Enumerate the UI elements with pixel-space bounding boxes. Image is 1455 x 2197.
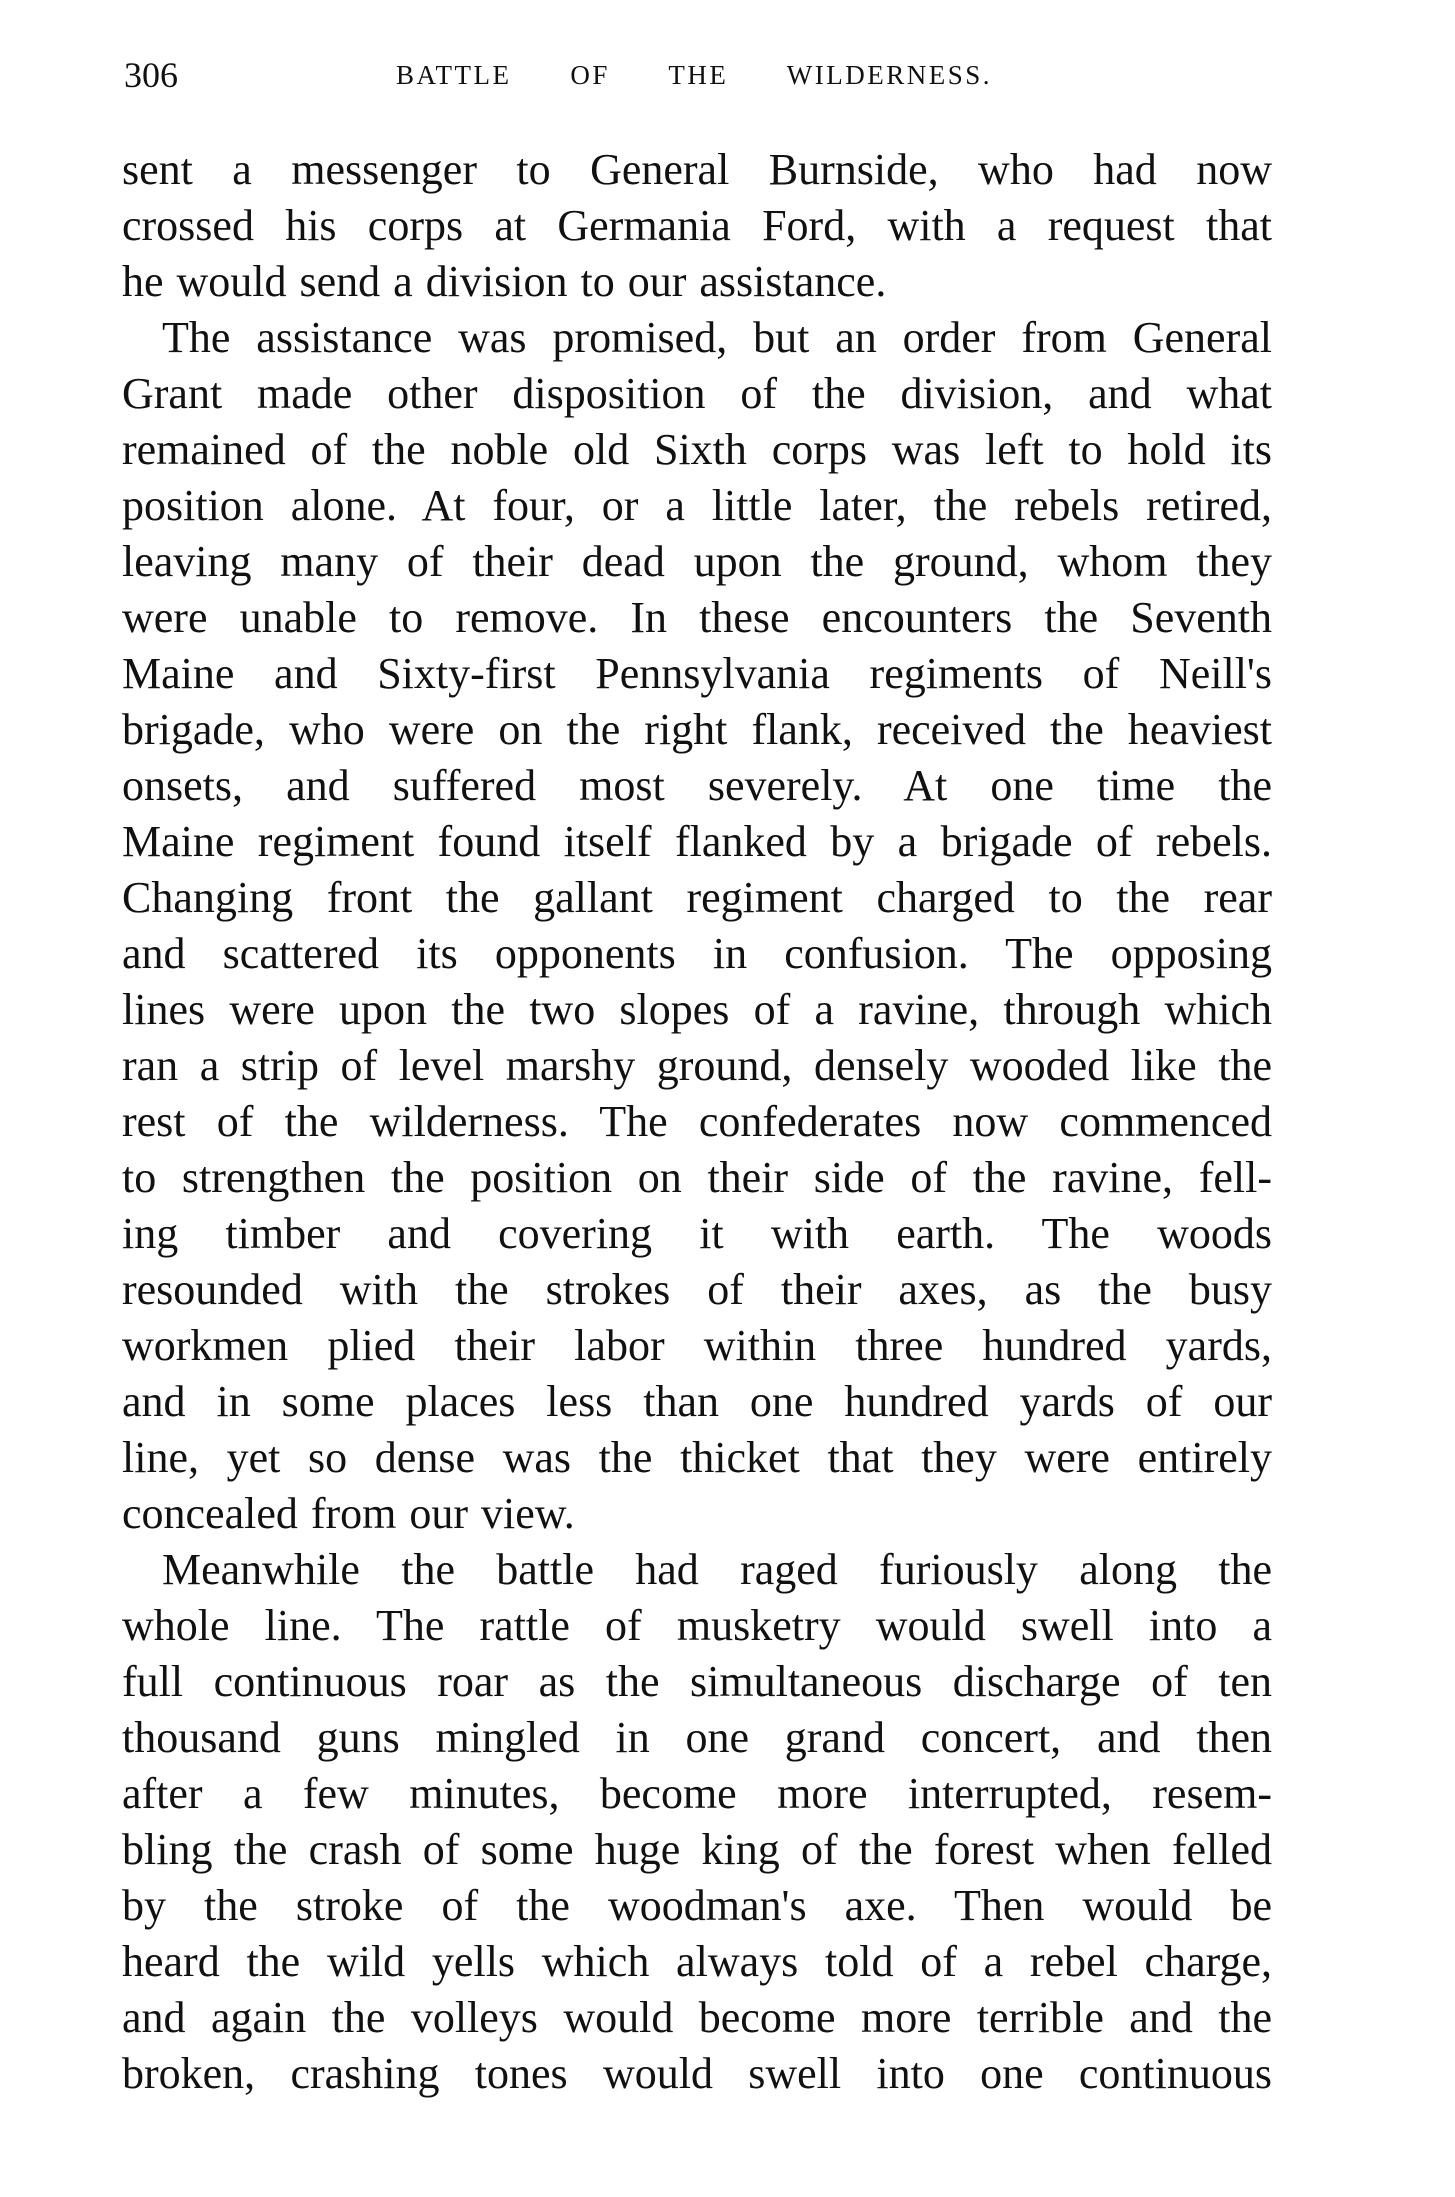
text-line: lines were upon the two slopes of a ravine, through which	[122, 985, 1272, 1034]
text-line: resounded with the strokes of their axes, as the busy	[122, 1265, 1272, 1314]
text-line: heard the wild yells which always told of a rebel charge,	[122, 1937, 1272, 1986]
text-line: crossed his corps at Germania Ford, with a request that	[122, 201, 1272, 250]
text-line: Maine and Sixty-first Pennsylvania regiments of Neill's	[122, 649, 1272, 698]
text-line: ing timber and covering it with earth. The woods	[122, 1209, 1272, 1258]
text-line: position alone. At four, or a little later, the rebels retired,	[122, 481, 1272, 530]
text-line: bling the crash of some huge king of the forest when felled	[122, 1825, 1272, 1874]
text-line: Maine regiment found itself flanked by a brigade of rebels.	[122, 817, 1272, 866]
text-line: Changing front the gallant regiment charged to the rear	[122, 873, 1272, 922]
text-line: were unable to remove. In these encounters the Seventh	[122, 593, 1272, 642]
text-line: rest of the wilderness. The confederates now commenced	[122, 1097, 1272, 1146]
text-line: workmen plied their labor within three hundred yards,	[122, 1321, 1272, 1370]
running-title: BATTLE OF THE WILDERNESS.	[396, 60, 992, 90]
text-line: after a few minutes, become more interrupted, resem-	[122, 1769, 1272, 1818]
text-line: he would send a division to our assistance.	[122, 257, 887, 306]
text-line: The assistance was promised, but an order from General	[162, 313, 1272, 362]
text-line: full continuous roar as the simultaneous discharge of ten	[122, 1657, 1272, 1706]
text-line: Grant made other disposition of the division, and what	[122, 369, 1272, 418]
text-line: broken, crashing tones would swell into one continuous	[122, 2049, 1272, 2098]
text-line: and scattered its opponents in confusion. The opposing	[122, 929, 1272, 978]
text-line: sent a messenger to General Burnside, who had now	[122, 145, 1272, 194]
text-line: by the stroke of the woodman's axe. Then would be	[122, 1881, 1272, 1930]
text-line: brigade, who were on the right flank, received the heaviest	[122, 705, 1272, 754]
text-line: remained of the noble old Sixth corps was left to hold its	[122, 425, 1272, 474]
text-line: thousand guns mingled in one grand concert, and then	[122, 1713, 1272, 1762]
text-line: and in some places less than one hundred yards of our	[122, 1377, 1272, 1426]
text-line: onsets, and suffered most severely. At one time the	[122, 761, 1272, 810]
page-number: 306	[124, 55, 178, 95]
text-line: whole line. The rattle of musketry would swell into a	[122, 1601, 1272, 1650]
text-line: Meanwhile the battle had raged furiously along the	[162, 1545, 1272, 1594]
text-line: concealed from our view.	[122, 1489, 575, 1538]
text-line: to strengthen the position on their side of the ravine, fell-	[122, 1153, 1272, 1202]
text-line: line, yet so dense was the thicket that they were entirely	[122, 1433, 1272, 1482]
text-line: leaving many of their dead upon the ground, whom they	[122, 537, 1272, 586]
text-line: ran a strip of level marshy ground, densely wooded like the	[122, 1041, 1272, 1090]
body-text	[122, 142, 1272, 2102]
text-line: and again the volleys would become more terrible and the	[122, 1993, 1272, 2042]
